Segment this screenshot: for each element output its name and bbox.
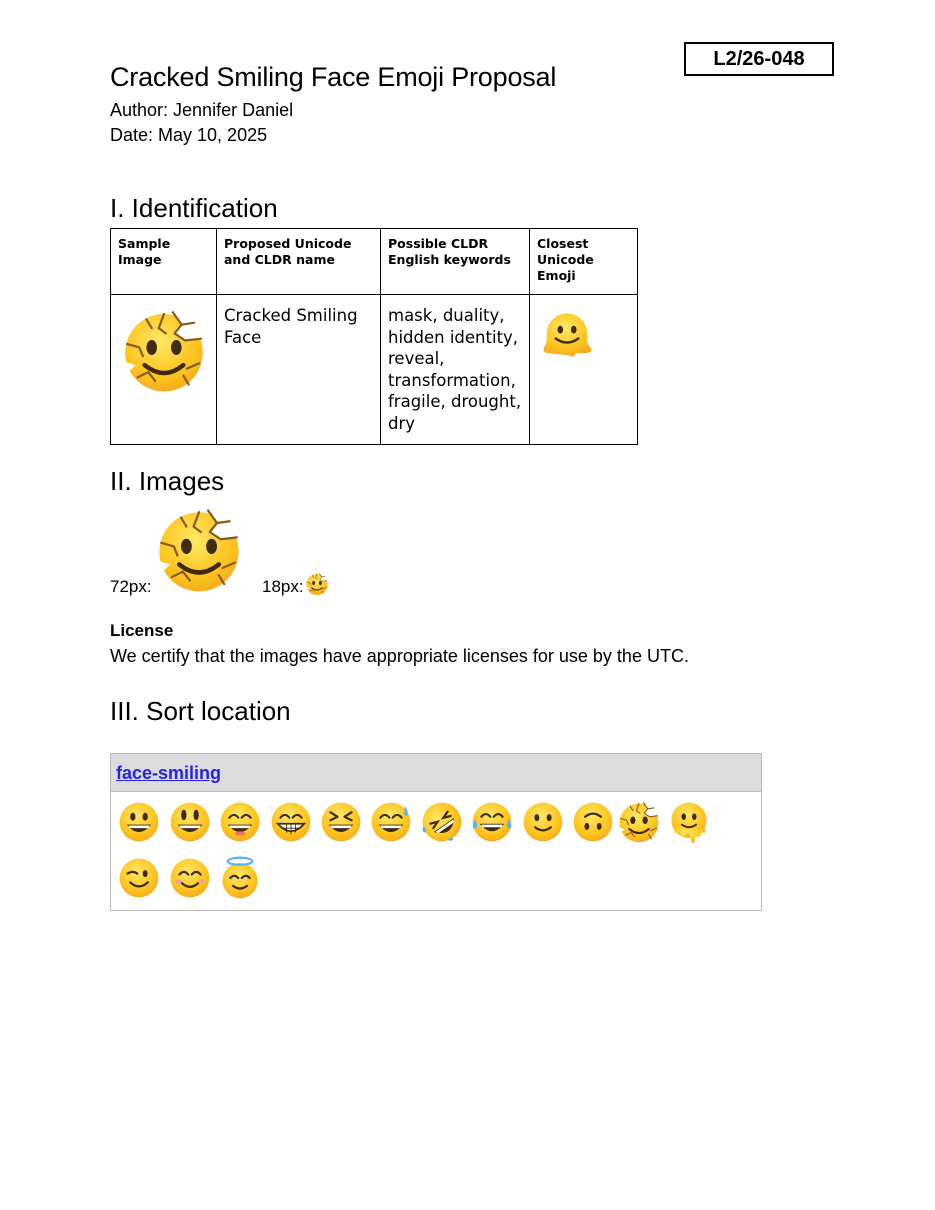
keywords-cell: mask, duality, hidden identity, reveal, transformation, fragile, drought, dry [381, 295, 530, 445]
closest-emoji-cell [530, 295, 638, 445]
proposed-name-cell: Cracked Smiling Face [217, 295, 381, 445]
page-title: Cracked Smiling Face Emoji Proposal [110, 62, 557, 92]
cracked-smiling-face-18-icon [305, 572, 329, 596]
grinning-face-big-eyes-icon [168, 800, 212, 844]
sort-location-box [110, 753, 762, 911]
slightly-smiling-face-icon [521, 800, 565, 844]
label-72px: 72px: [110, 577, 152, 596]
section-sort-heading: III. Sort location [110, 696, 291, 726]
upside-down-face-icon [571, 800, 615, 844]
section-images-heading: II. Images [110, 466, 225, 496]
section-identification-heading: I. Identification [110, 193, 278, 223]
rolling-on-floor-laughing-icon [420, 800, 464, 844]
date-line: Date: May 10, 2025 [110, 125, 268, 145]
melting-face-icon [539, 305, 595, 361]
cracked-smiling-face-sort-icon [617, 800, 661, 844]
header-proposed-name: Proposed Unicode and CLDR name [217, 229, 381, 295]
license-heading: License [110, 621, 174, 640]
header-closest-emoji: Closest Unicode Emoji [530, 229, 638, 295]
license-text: We certify that the images have appropriate licenses for use by the UTC. [110, 646, 689, 666]
label-18px: 18px: [262, 577, 304, 596]
cracked-smiling-face-72-icon [154, 505, 244, 595]
header-keywords: Possible CLDR English keywords [381, 229, 530, 295]
smiling-face-with-halo-icon [218, 856, 262, 900]
document-number-box: L2/26-048 [684, 42, 834, 76]
smiling-face-smiling-eyes-icon [168, 856, 212, 900]
sample-image-cell [111, 295, 217, 445]
grinning-face-sweat-icon [369, 800, 413, 844]
grinning-face-icon [117, 800, 161, 844]
identification-table [110, 228, 638, 445]
winking-face-icon [117, 856, 161, 900]
emoji-grid [111, 792, 761, 910]
grinning-face-smiling-eyes-icon [218, 800, 262, 844]
grinning-squinting-face-icon [319, 800, 363, 844]
face-smiling-link[interactable]: face-smiling [116, 763, 222, 783]
header-sample-image: Sample Image [111, 229, 217, 295]
cracked-smiling-face-icon [120, 307, 208, 395]
face-with-tears-of-joy-icon [470, 800, 514, 844]
melting-face-sort-icon [667, 800, 711, 844]
author-line: Author: Jennifer Daniel [110, 100, 294, 120]
sort-group-header [111, 754, 761, 792]
beaming-face-icon [269, 800, 313, 844]
